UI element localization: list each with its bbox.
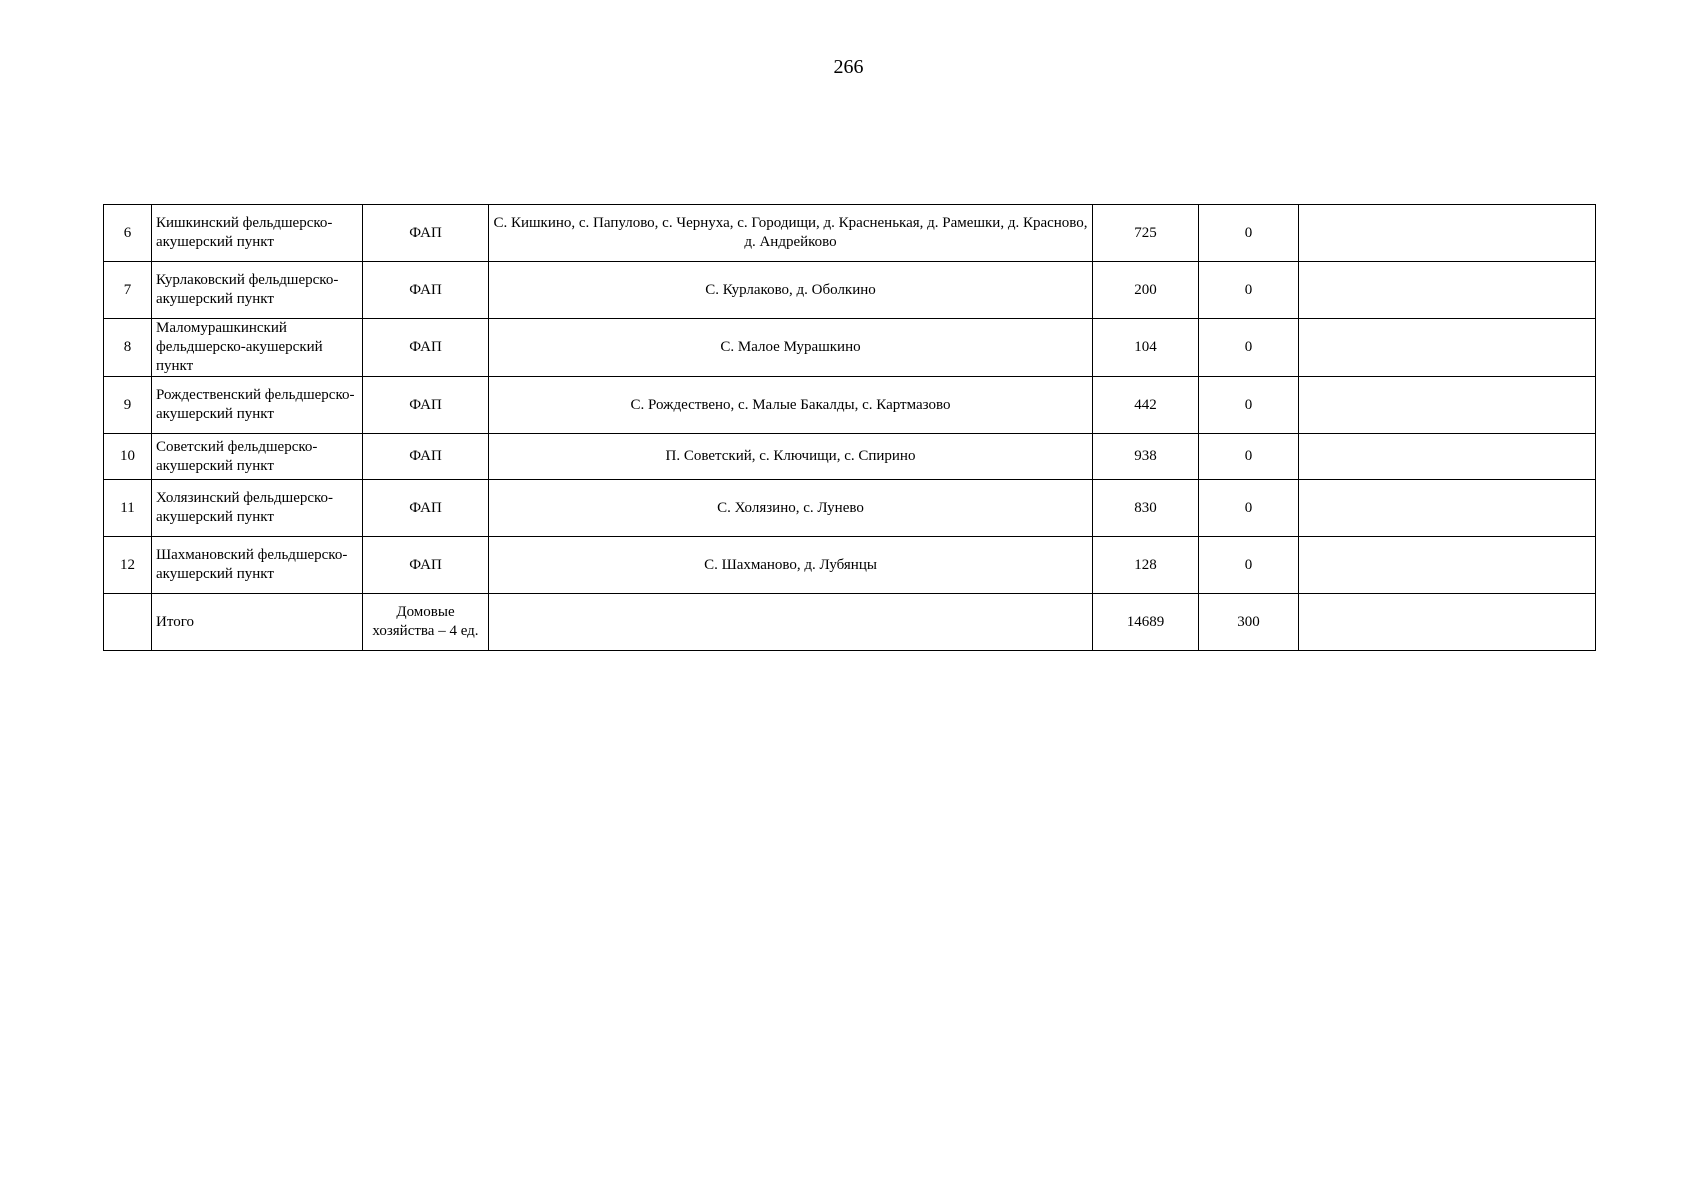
facility-type: ФАП bbox=[363, 537, 489, 594]
settlements-served: П. Советский, с. Ключищи, с. Спирино bbox=[489, 434, 1093, 480]
total-count: 300 bbox=[1199, 594, 1299, 651]
note-cell bbox=[1299, 537, 1596, 594]
settlements-served: С. Холязино, с. Лунево bbox=[489, 480, 1093, 537]
count-value: 0 bbox=[1199, 537, 1299, 594]
note-cell bbox=[1299, 319, 1596, 377]
facility-name: Холязинский фельдшерско-акушерский пункт bbox=[152, 480, 363, 537]
count-value: 0 bbox=[1199, 262, 1299, 319]
facility-type: ФАП bbox=[363, 434, 489, 480]
row-number bbox=[104, 594, 152, 651]
count-value: 0 bbox=[1199, 319, 1299, 377]
facility-type: ФАП bbox=[363, 377, 489, 434]
settlements-served: С. Рождествено, с. Малые Бакалды, с. Картмазово bbox=[489, 377, 1093, 434]
table-row bbox=[104, 319, 1596, 377]
note-cell bbox=[1299, 262, 1596, 319]
settlements-served: С. Курлаково, д. Оболкино bbox=[489, 262, 1093, 319]
table-row bbox=[104, 205, 1596, 262]
row-number: 11 bbox=[104, 480, 152, 537]
settlements-served: С. Малое Мурашкино bbox=[489, 319, 1093, 377]
facility-type: ФАП bbox=[363, 205, 489, 262]
total-label: Итого bbox=[152, 594, 363, 651]
facility-type: ФАП bbox=[363, 319, 489, 377]
total-type: Домовые хозяйства – 4 ед. bbox=[363, 594, 489, 651]
table-row bbox=[104, 537, 1596, 594]
row-number: 9 bbox=[104, 377, 152, 434]
population-value: 104 bbox=[1093, 319, 1199, 377]
row-number: 12 bbox=[104, 537, 152, 594]
count-value: 0 bbox=[1199, 377, 1299, 434]
population-value: 938 bbox=[1093, 434, 1199, 480]
facility-type: ФАП bbox=[363, 262, 489, 319]
population-value: 442 bbox=[1093, 377, 1199, 434]
total-population: 14689 bbox=[1093, 594, 1199, 651]
row-number: 7 bbox=[104, 262, 152, 319]
row-number: 8 bbox=[104, 319, 152, 377]
settlements-served: С. Шахманово, д. Лубянцы bbox=[489, 537, 1093, 594]
settlements-served: С. Кишкино, с. Папулово, с. Чернуха, с. Городищи, д. Красненькая, д. Рамешки, д. Красново, д. Андрейково bbox=[489, 205, 1093, 262]
population-value: 725 bbox=[1093, 205, 1199, 262]
facility-name: Советский фельдшерско-акушерский пункт bbox=[152, 434, 363, 480]
note-cell bbox=[1299, 377, 1596, 434]
page-number: 266 bbox=[833, 56, 864, 78]
table-row bbox=[104, 480, 1596, 537]
facility-type: ФАП bbox=[363, 480, 489, 537]
settlements-served bbox=[489, 594, 1093, 651]
facility-name: Рождественский фельдшерско-акушерский пункт bbox=[152, 377, 363, 434]
count-value: 0 bbox=[1199, 434, 1299, 480]
table-row bbox=[104, 377, 1596, 434]
facilities-table bbox=[103, 204, 1596, 651]
population-value: 200 bbox=[1093, 262, 1199, 319]
total-row bbox=[104, 594, 1596, 651]
table-row bbox=[104, 262, 1596, 319]
facility-name: Кишкинский фельдшерско-акушерский пункт bbox=[152, 205, 363, 262]
row-number: 6 bbox=[104, 205, 152, 262]
population-value: 830 bbox=[1093, 480, 1199, 537]
note-cell bbox=[1299, 594, 1596, 651]
count-value: 0 bbox=[1199, 205, 1299, 262]
row-number: 10 bbox=[104, 434, 152, 480]
facility-name: Шахмановский фельдшерско-акушерский пункт bbox=[152, 537, 363, 594]
note-cell bbox=[1299, 205, 1596, 262]
note-cell bbox=[1299, 480, 1596, 537]
facility-name: Маломурашкинский фельдшерско-акушерский пункт bbox=[152, 319, 363, 377]
count-value: 0 bbox=[1199, 480, 1299, 537]
note-cell bbox=[1299, 434, 1596, 480]
population-value: 128 bbox=[1093, 537, 1199, 594]
table-row bbox=[104, 434, 1596, 480]
facility-name: Курлаковский фельдшерско-акушерский пункт bbox=[152, 262, 363, 319]
